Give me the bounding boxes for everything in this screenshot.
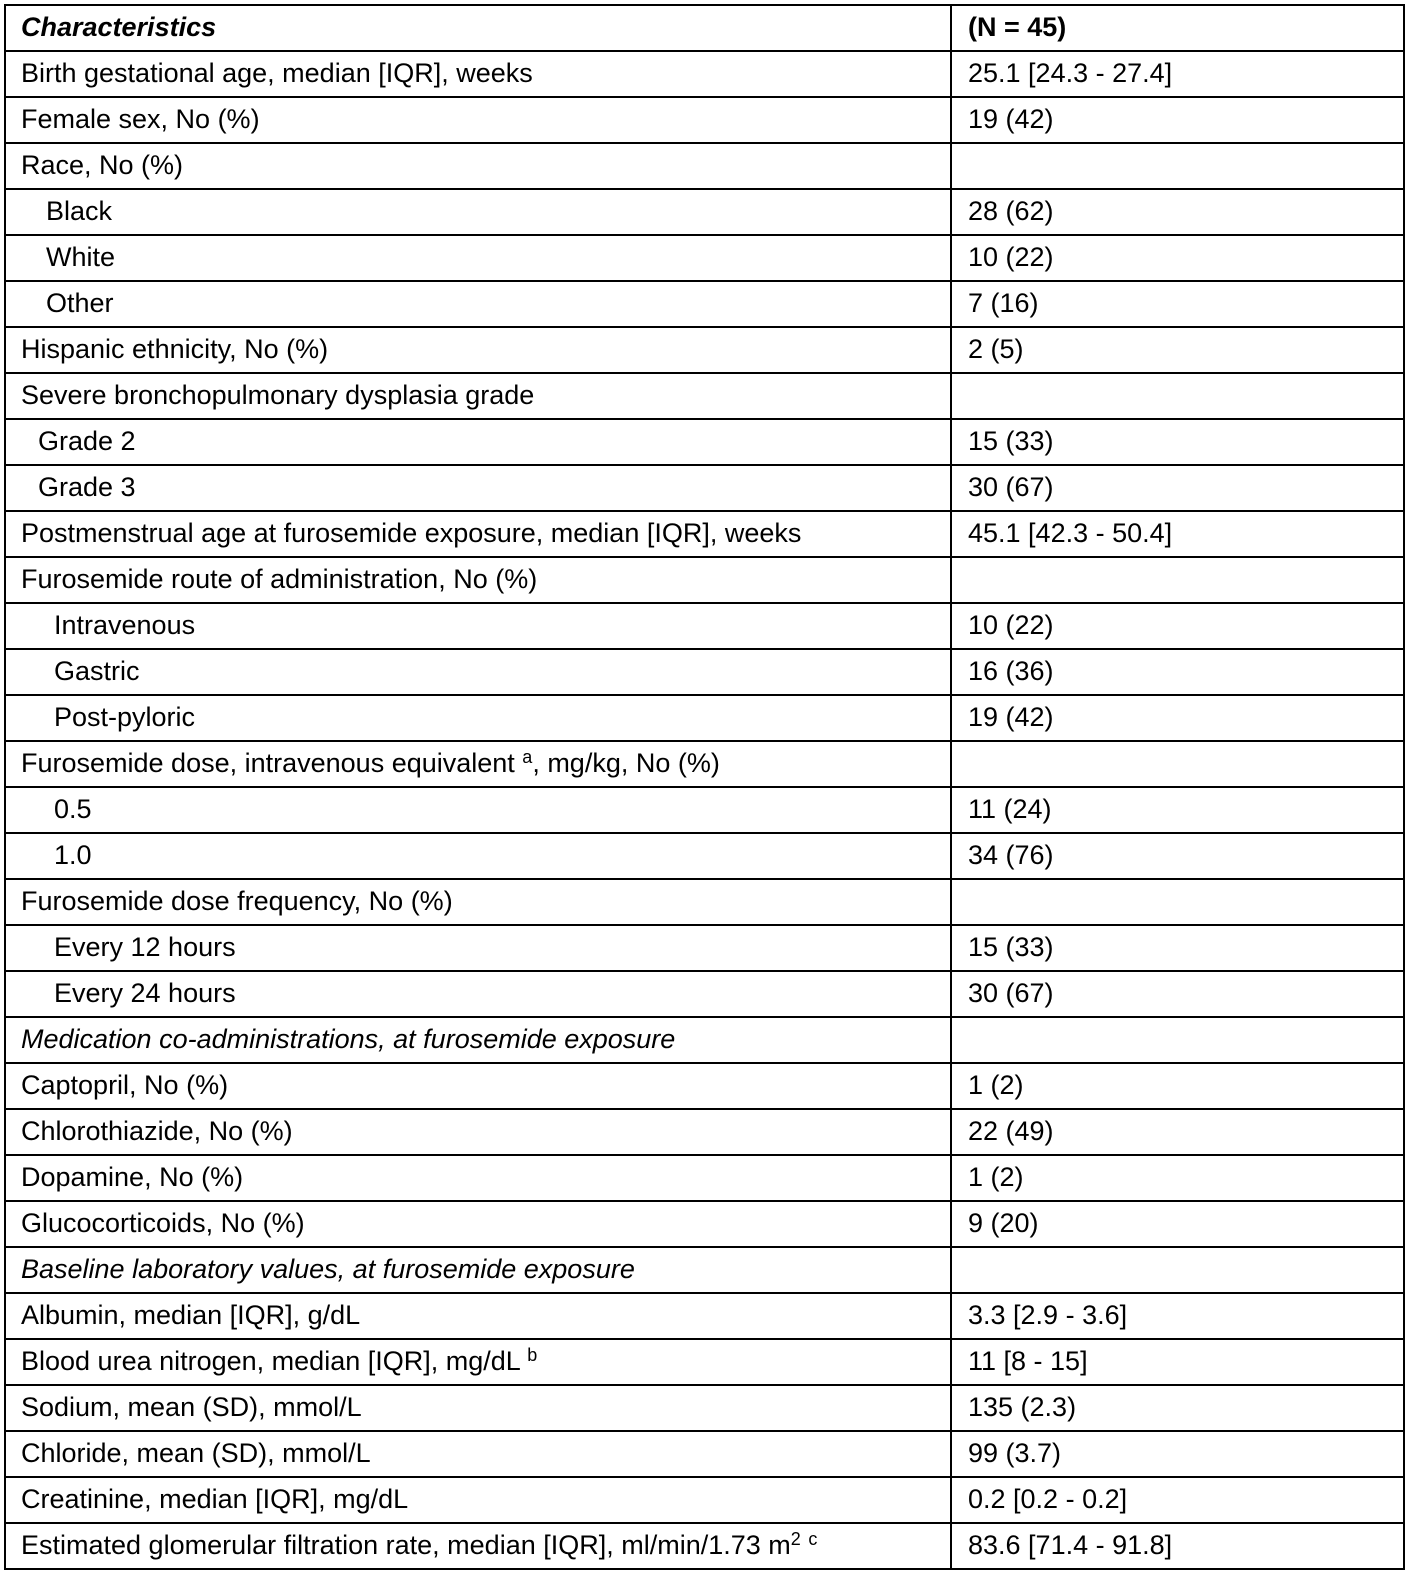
row-value: 19 (42): [951, 97, 1404, 143]
row-value: [951, 879, 1404, 925]
table-row: [5, 557, 1404, 603]
row-label: Female sex, No (%): [5, 97, 951, 143]
table-row: [5, 1293, 1404, 1339]
table-row: [5, 419, 1404, 465]
row-label: Furosemide dose frequency, No (%): [5, 879, 951, 925]
table-row: [5, 741, 1404, 787]
table-row: [5, 97, 1404, 143]
row-value: 19 (42): [951, 695, 1404, 741]
row-value: 45.1 [42.3 - 50.4]: [951, 511, 1404, 557]
footnote-marker-b: b: [527, 1345, 538, 1365]
row-value: [951, 1017, 1404, 1063]
row-label: [5, 1339, 951, 1385]
table-row: [5, 1063, 1404, 1109]
row-label: Albumin, median [IQR], g/dL: [5, 1293, 951, 1339]
footnote-marker-c: c: [808, 1529, 818, 1549]
row-label: Every 12 hours: [5, 925, 951, 971]
table-row: [5, 511, 1404, 557]
section-row: [5, 1247, 1404, 1293]
header-characteristics: Characteristics: [5, 5, 951, 51]
row-value: 135 (2.3): [951, 1385, 1404, 1431]
row-value: 83.6 [71.4 - 91.8]: [951, 1523, 1404, 1569]
row-value: 28 (62): [951, 189, 1404, 235]
row-label: Every 24 hours: [5, 971, 951, 1017]
row-value: [951, 143, 1404, 189]
row-value: [951, 741, 1404, 787]
row-label: Other: [5, 281, 951, 327]
section-label: Medication co-administrations, at furosemide exposure: [5, 1017, 951, 1063]
row-value: [951, 373, 1404, 419]
row-value: 11 [8 - 15]: [951, 1339, 1404, 1385]
row-label: White: [5, 235, 951, 281]
row-label: Chlorothiazide, No (%): [5, 1109, 951, 1155]
row-label: Furosemide route of administration, No (%): [5, 557, 951, 603]
row-label: Chloride, mean (SD), mmol/L: [5, 1431, 951, 1477]
table-row: [5, 281, 1404, 327]
row-value: 15 (33): [951, 419, 1404, 465]
row-value: 15 (33): [951, 925, 1404, 971]
table-row: [5, 833, 1404, 879]
row-value: 22 (49): [951, 1109, 1404, 1155]
row-label-text: Estimated glomerular filtration rate, median [IQR], ml/min/1.73 m: [21, 1530, 791, 1560]
section-row: [5, 1017, 1404, 1063]
row-label-text-post: , mg/kg, No (%): [532, 748, 720, 778]
table-row: [5, 465, 1404, 511]
row-label: Glucocorticoids, No (%): [5, 1201, 951, 1247]
table-row: [5, 787, 1404, 833]
row-value: 10 (22): [951, 235, 1404, 281]
row-label: Hispanic ethnicity, No (%): [5, 327, 951, 373]
table-row: [5, 1109, 1404, 1155]
table-row: [5, 1477, 1404, 1523]
row-value: 1 (2): [951, 1155, 1404, 1201]
row-label-text: Blood urea nitrogen, median [IQR], mg/dL: [21, 1346, 528, 1376]
row-label: 0.5: [5, 787, 951, 833]
table-row: [5, 971, 1404, 1017]
row-label: Dopamine, No (%): [5, 1155, 951, 1201]
table-row: [5, 1385, 1404, 1431]
table-row: [5, 1201, 1404, 1247]
row-value: 3.3 [2.9 - 3.6]: [951, 1293, 1404, 1339]
table-row: [5, 143, 1404, 189]
row-value: 30 (67): [951, 971, 1404, 1017]
table-row: [5, 51, 1404, 97]
row-label: Creatinine, median [IQR], mg/dL: [5, 1477, 951, 1523]
row-value: 1 (2): [951, 1063, 1404, 1109]
row-label: Birth gestational age, median [IQR], weeks: [5, 51, 951, 97]
row-label: Grade 2: [5, 419, 951, 465]
row-label: Captopril, No (%): [5, 1063, 951, 1109]
row-value: 10 (22): [951, 603, 1404, 649]
table-row: [5, 879, 1404, 925]
table-row: [5, 925, 1404, 971]
row-label: Gastric: [5, 649, 951, 695]
row-value: 16 (36): [951, 649, 1404, 695]
superscript-2: 2: [790, 1529, 801, 1549]
row-value: 25.1 [24.3 - 27.4]: [951, 51, 1404, 97]
row-label: Grade 3: [5, 465, 951, 511]
row-value: [951, 1247, 1404, 1293]
row-value: 99 (3.7): [951, 1431, 1404, 1477]
row-value: 30 (67): [951, 465, 1404, 511]
row-value: 2 (5): [951, 327, 1404, 373]
row-label: [5, 741, 951, 787]
row-label: Sodium, mean (SD), mmol/L: [5, 1385, 951, 1431]
table-row: [5, 649, 1404, 695]
row-value: 11 (24): [951, 787, 1404, 833]
row-label: Race, No (%): [5, 143, 951, 189]
row-value: 9 (20): [951, 1201, 1404, 1247]
row-label: Post-pyloric: [5, 695, 951, 741]
table-row: [5, 327, 1404, 373]
table-row: [5, 189, 1404, 235]
row-label: Postmenstrual age at furosemide exposure, median [IQR], weeks: [5, 511, 951, 557]
row-label: Intravenous: [5, 603, 951, 649]
table-row: [5, 235, 1404, 281]
table-row: [5, 1339, 1404, 1385]
table-row: [5, 373, 1404, 419]
table-row: [5, 1523, 1404, 1569]
row-label: Black: [5, 189, 951, 235]
footnote-marker-a: a: [522, 747, 533, 767]
table-row: [5, 1431, 1404, 1477]
characteristics-table: [4, 4, 1405, 1570]
table-row: [5, 695, 1404, 741]
table-row: [5, 603, 1404, 649]
row-label: [5, 1523, 951, 1569]
row-value: [951, 557, 1404, 603]
row-label-text: Furosemide dose, intravenous equivalent: [21, 748, 523, 778]
table-header-row: [5, 5, 1404, 51]
row-label: Severe bronchopulmonary dysplasia grade: [5, 373, 951, 419]
row-label: 1.0: [5, 833, 951, 879]
table-row: [5, 1155, 1404, 1201]
row-value: 0.2 [0.2 - 0.2]: [951, 1477, 1404, 1523]
row-value: 7 (16): [951, 281, 1404, 327]
row-value: 34 (76): [951, 833, 1404, 879]
section-label: Baseline laboratory values, at furosemide exposure: [5, 1247, 951, 1293]
header-n: (N = 45): [951, 5, 1404, 51]
